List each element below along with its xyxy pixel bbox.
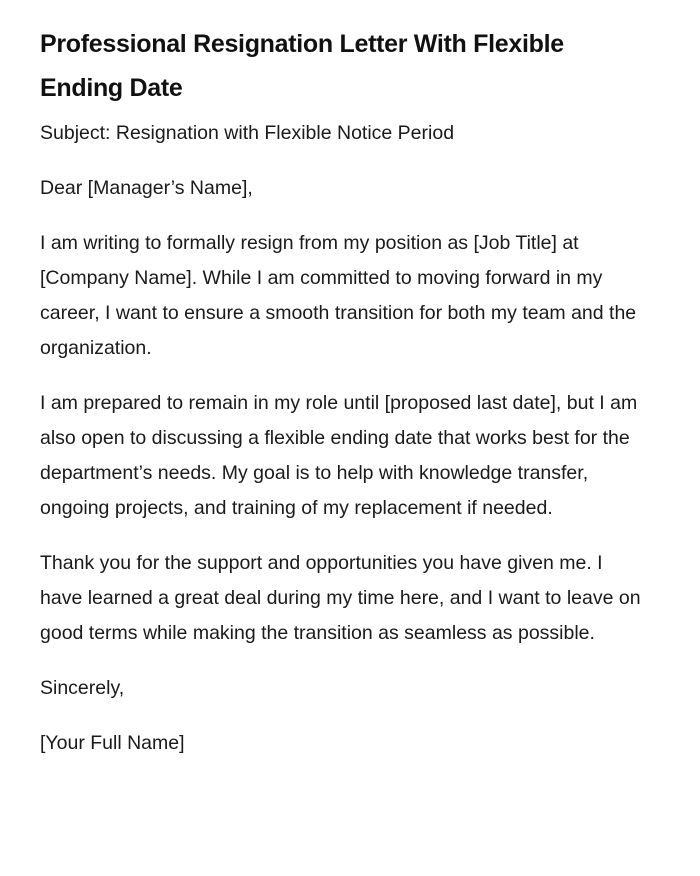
body-paragraph: I am writing to formally resign from my position as [Job Title] at [Company Name]. While I am committed to moving forward in my career, I want to ensure a smooth transition for both my team and the organization.: [40, 232, 637, 359]
greeting: Dear [Manager’s Name],: [40, 177, 253, 199]
body-paragraph: I am prepared to remain in my role until [proposed last date], but I am also open to discussing a flexible ending date that works best for the department’s needs. My goal is to help with knowledge transfer, ongoing projects, and training of my replacement if needed.: [40, 392, 638, 519]
signature: [Your Full Name]: [40, 732, 185, 754]
page-title: Professional Resignation Letter With Flexible Ending Date: [40, 30, 564, 102]
body-paragraph: Thank you for the support and opportunities you have given me. I have learned a great deal during my time here, and I want to leave on good terms while making the transition as seamless as possible.: [40, 552, 641, 644]
subject-line: Subject: Resignation with Flexible Notice Period: [40, 122, 455, 144]
letter: [40, 22, 650, 781]
closing: Sincerely,: [40, 677, 125, 699]
